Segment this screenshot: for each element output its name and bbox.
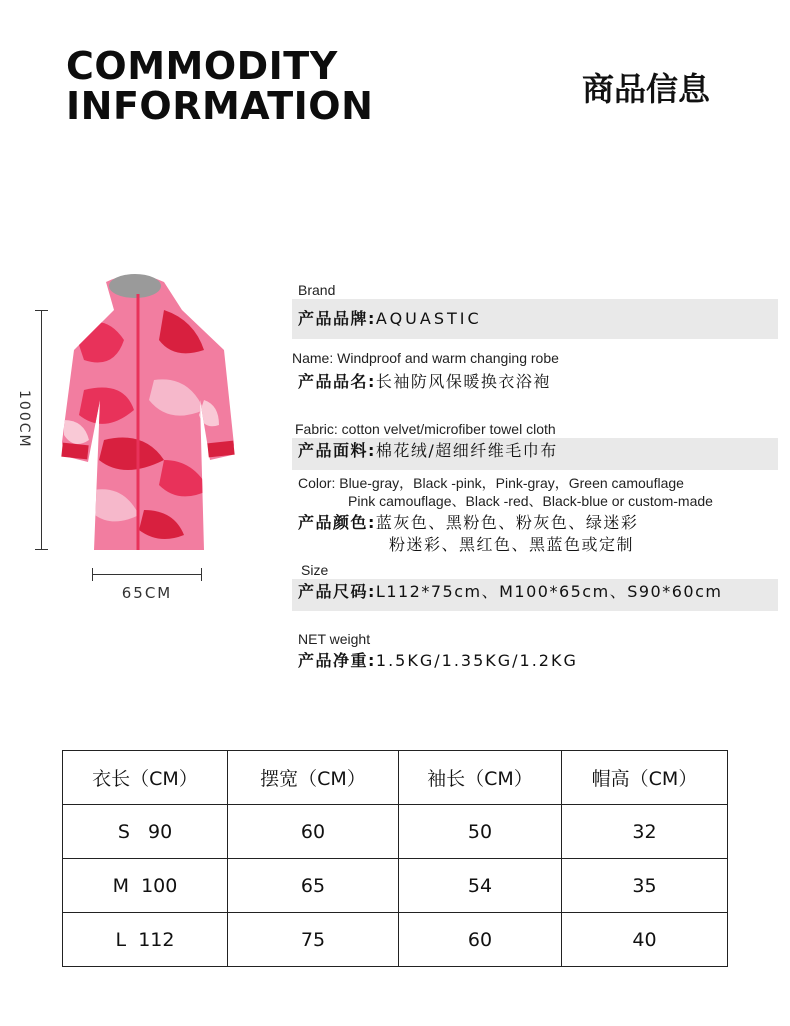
spec-color-en: Color: Blue-gray，Black -pink，Pink-gray，Green camouflage [298, 475, 684, 491]
spec-color [292, 474, 778, 556]
spec-color-value-2: 粉迷彩、黑红色、黑蓝色或定制 [389, 535, 635, 554]
page-title-en [66, 46, 373, 126]
spec-size-value: L112*75cm、M100*65cm、S90*60cm [375, 582, 723, 601]
table-cell: 50 [399, 805, 562, 859]
table-row [63, 805, 728, 859]
title-line-2: INFORMATION [66, 84, 374, 128]
spec-name-cn [292, 367, 778, 393]
table-cell: 40 [562, 913, 728, 967]
header-sleeve-length: 袖长（CM） [399, 751, 562, 805]
page-title-cn: 商品信息 [582, 70, 711, 108]
spec-name [292, 349, 778, 393]
spec-fabric-value: 棉花绒/超细纤维毛巾布 [375, 441, 558, 460]
spec-color-cn [292, 510, 778, 534]
spec-brand-cn [292, 299, 778, 339]
width-dimension-cap-right [201, 568, 202, 581]
table-cell: S 90 [63, 805, 228, 859]
spec-brand [292, 281, 778, 339]
spec-brand-label: 产品品牌: [298, 309, 376, 328]
spec-size-en: Size [301, 562, 329, 578]
title-line-1: COMMODITY [66, 44, 338, 88]
product-image [14, 270, 254, 610]
spec-size-label: 产品尺码: [298, 582, 376, 601]
table-cell: 60 [228, 805, 399, 859]
spec-color-label: 产品颜色: [298, 513, 376, 532]
height-dimension-line [41, 310, 42, 550]
table-cell: 54 [399, 859, 562, 913]
height-dimension-cap-top [35, 310, 48, 311]
spec-weight-en: NET weight [298, 631, 371, 647]
height-dimension-label: 100CM [16, 390, 32, 449]
width-dimension-line [92, 574, 202, 575]
table-row [63, 913, 728, 967]
spec-fabric [292, 420, 778, 470]
table-cell: 60 [399, 913, 562, 967]
spec-weight [292, 630, 778, 672]
spec-color-en-2: Pink camouflage、Black -red、Black-blue or custom-made [348, 493, 713, 509]
spec-fabric-en: Fabric: cotton velvet/microfiber towel cloth [295, 421, 556, 437]
header-hood-height: 帽高（CM） [562, 751, 728, 805]
table-cell: M 100 [63, 859, 228, 913]
table-cell: L 112 [63, 913, 228, 967]
spec-name-label: 产品品名: [298, 372, 376, 391]
spec-weight-value: 1.5KG/1.35KG/1.2KG [375, 651, 578, 670]
spec-fabric-cn [292, 438, 778, 470]
height-dimension-cap-bottom [35, 549, 48, 550]
spec-name-en: Name: Windproof and warm changing robe [292, 350, 559, 366]
spec-size [292, 561, 778, 611]
spec-color-value: 蓝灰色、黑粉色、粉灰色、绿迷彩 [375, 513, 639, 532]
spec-size-cn [292, 579, 778, 611]
table-cell: 32 [562, 805, 728, 859]
table-header-row [63, 751, 728, 805]
table-cell: 65 [228, 859, 399, 913]
spec-fabric-label: 产品面料: [298, 441, 376, 460]
table-cell: 75 [228, 913, 399, 967]
spec-brand-value: AQUASTIC [375, 309, 482, 328]
table-cell: 35 [562, 859, 728, 913]
spec-name-value: 长袖防风保暖换衣浴袍 [375, 372, 551, 391]
width-dimension-label: 65CM [121, 584, 173, 602]
width-dimension-cap-left [92, 568, 93, 581]
size-table [62, 750, 728, 967]
spec-weight-label: 产品净重: [298, 651, 376, 670]
header-hem-width: 摆宽（CM） [228, 751, 399, 805]
spec-brand-en: Brand [298, 282, 336, 298]
spec-color-cn-2 [292, 534, 778, 556]
header-length: 衣长（CM） [63, 751, 228, 805]
table-row [63, 859, 728, 913]
spec-weight-cn [292, 648, 778, 672]
